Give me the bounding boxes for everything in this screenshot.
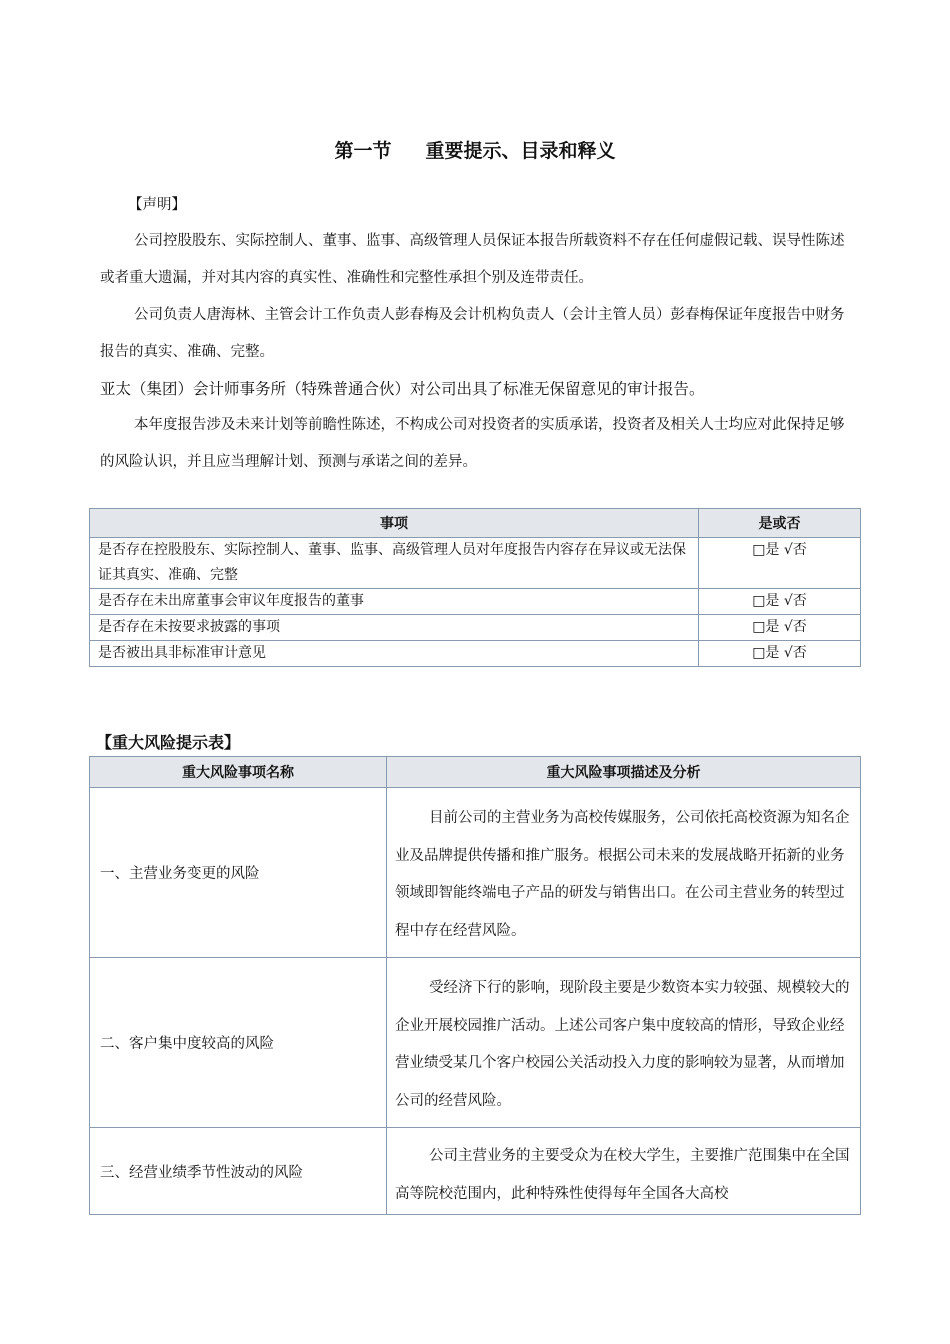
section-title: 重要提示、目录和释义 bbox=[425, 140, 616, 162]
risk-name: 一、主营业务变更的风险 bbox=[90, 788, 387, 958]
table-row bbox=[90, 641, 861, 667]
risk-table bbox=[89, 756, 861, 1215]
table-row bbox=[90, 1128, 861, 1215]
section-number: 第一节 bbox=[334, 140, 392, 162]
table-row bbox=[90, 589, 861, 615]
column-header: 事项 bbox=[90, 509, 699, 538]
column-header: 是或否 bbox=[699, 509, 861, 538]
table-header-row bbox=[90, 757, 861, 788]
risk-description bbox=[387, 1128, 861, 1215]
declaration-heading: 【声明】 bbox=[128, 197, 186, 213]
table-header-row bbox=[90, 509, 861, 538]
page-title bbox=[0, 136, 950, 163]
risk-description: 受经济下行的影响，现阶段主要是少数资本实力较强、规模较大的企业开展校园推广活动。上述公司客户集中度较高的情形，导致企业经营业绩受某几个客户校园公关活动投入力度的影响较为显著，从而增加公司的经营风险。 bbox=[387, 958, 861, 1128]
risk-description-text: 公司主营业务的主要受众为在校大学生，主要推广范围集中在全国高等院校范围内，此种特殊性使得每年全国各大高校 bbox=[395, 1148, 850, 1202]
matter-answer: □是 √否 bbox=[699, 538, 861, 589]
matter-item: 是否存在未按要求披露的事项 bbox=[90, 615, 699, 641]
matter-answer: □是 √否 bbox=[699, 641, 861, 667]
matter-item: 是否被出具非标准审计意见 bbox=[90, 641, 699, 667]
table-row bbox=[90, 788, 861, 958]
risk-table-heading: 【重大风险提示表】 bbox=[96, 733, 241, 752]
risk-name: 三、经营业绩季节性波动的风险 bbox=[90, 1128, 387, 1215]
column-header: 重大风险事项描述及分析 bbox=[387, 757, 861, 788]
matter-answer: □是 √否 bbox=[699, 589, 861, 615]
matter-item: 是否存在控股股东、实际控制人、董事、监事、高级管理人员对年度报告内容存在异议或无法保证其真实、准确、完整 bbox=[90, 538, 699, 589]
declaration-paragraph: 公司控股股东、实际控制人、董事、监事、高级管理人员保证本报告所载资料不存在任何虚假记载、误导性陈述或者重大遗漏，并对其内容的真实性、准确性和完整性承担个别及连带责任。 bbox=[100, 233, 845, 286]
matters-table bbox=[89, 508, 861, 667]
table-row bbox=[90, 538, 861, 589]
table-row bbox=[90, 615, 861, 641]
matter-answer: □是 √否 bbox=[699, 615, 861, 641]
table-row bbox=[90, 958, 861, 1128]
declaration-paragraph: 公司负责人唐海林、主管会计工作负责人彭春梅及会计机构负责人（会计主管人员）彭春梅保证年度报告中财务报告的真实、准确、完整。 bbox=[100, 307, 845, 360]
risk-name: 二、客户集中度较高的风险 bbox=[90, 958, 387, 1128]
declaration-paragraph: 本年度报告涉及未来计划等前瞻性陈述，不构成公司对投资者的实质承诺，投资者及相关人士均应对此保持足够的风险认识，并且应当理解计划、预测与承诺之间的差异。 bbox=[100, 417, 845, 470]
declaration-paragraph: 亚太（集团）会计师事务所（特殊普通合伙）对公司出具了标准无保留意见的审计报告。 bbox=[100, 380, 705, 398]
matter-item: 是否存在未出席董事会审议年度报告的董事 bbox=[90, 589, 699, 615]
column-header: 重大风险事项名称 bbox=[90, 757, 387, 788]
risk-description: 目前公司的主营业务为高校传媒服务，公司依托高校资源为知名企业及品牌提供传播和推广服务。根据公司未来的发展战略开拓新的业务领域即智能终端电子产品的研发与销售出口。在公司主营业务的转型过程中存在经营风险。 bbox=[387, 788, 861, 958]
